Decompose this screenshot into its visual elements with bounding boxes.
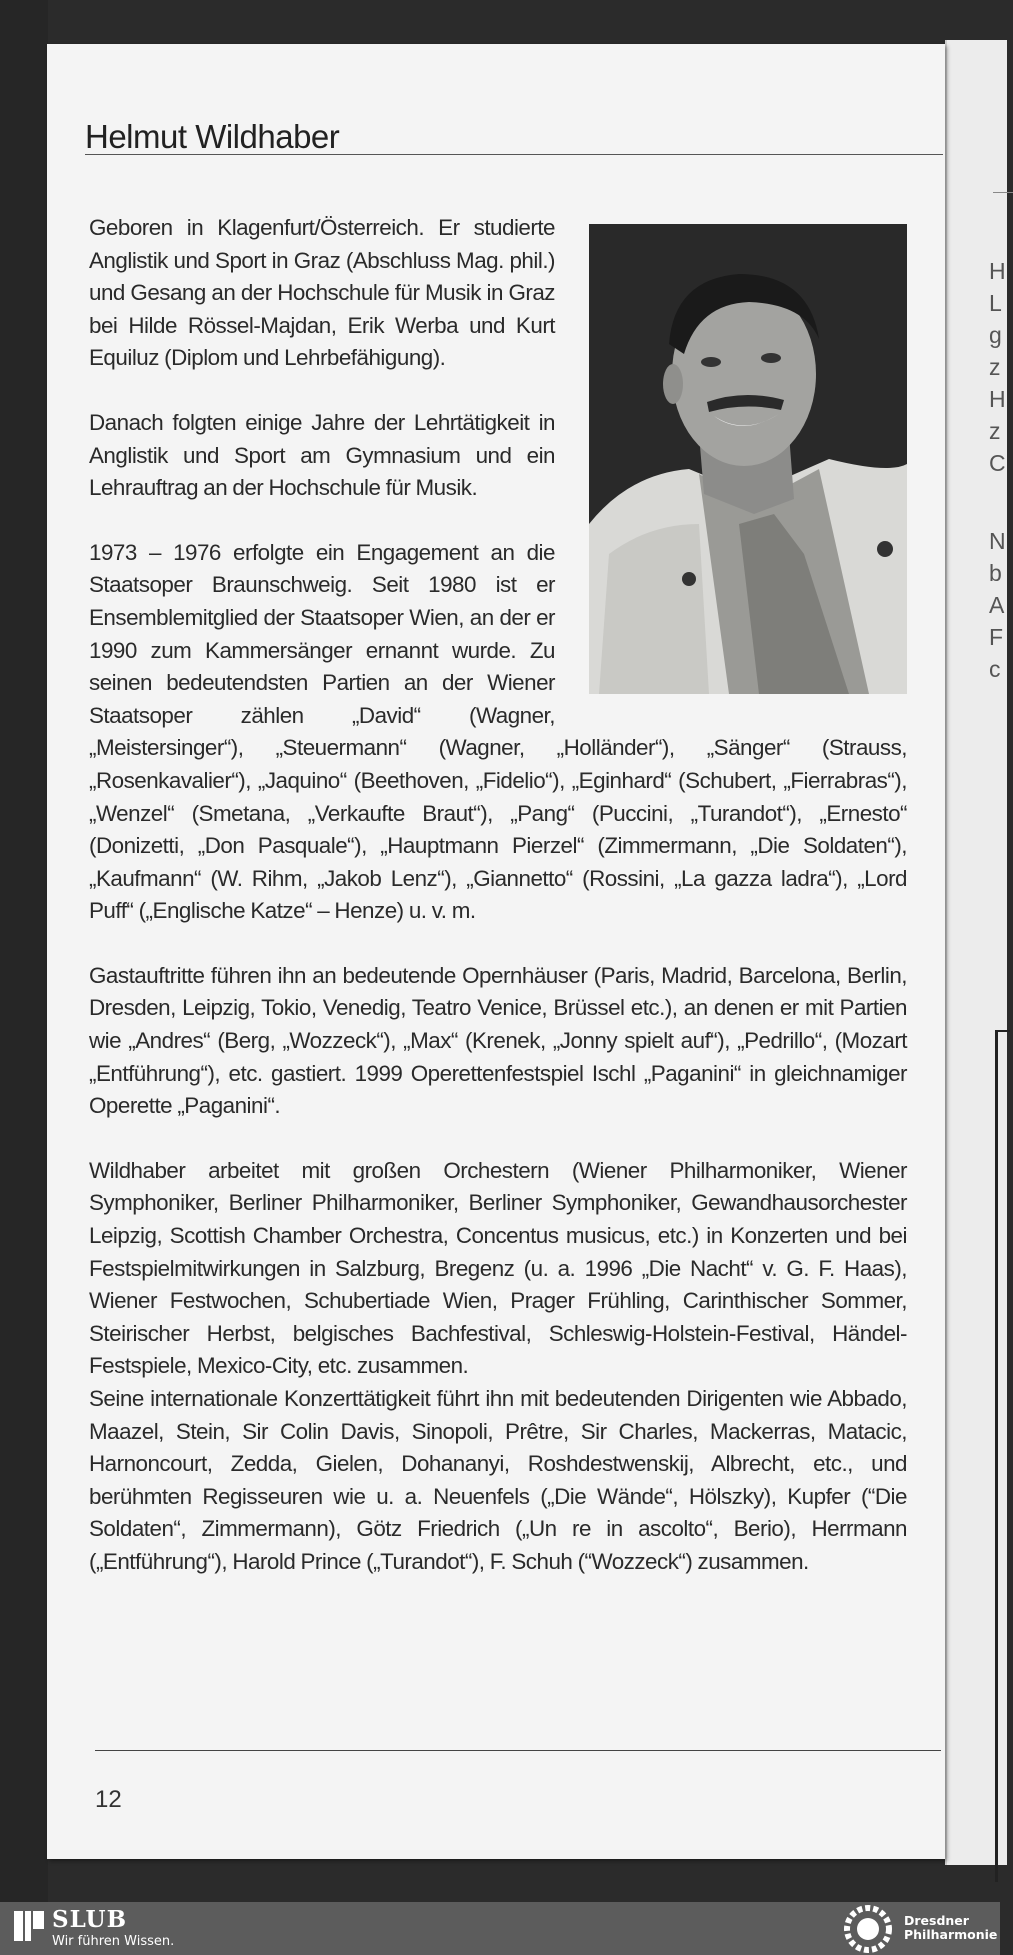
adjacent-page-letter: z [989, 354, 1001, 380]
adjacent-page-letter: H [989, 386, 1006, 412]
adjacent-page-letter: H [989, 258, 1006, 284]
paragraph: Danach folgten einige Jahre der Lehrtätigkeit in Anglistik und Sport am Gymnasium und ein Lehrauftrag an der Hochschule für Musik. [89, 409, 555, 501]
adjacent-page-letter: F [989, 624, 1004, 650]
adjacent-page-letter: N [989, 528, 1006, 554]
footer-divider [95, 1750, 941, 1751]
philharmonie-logo-text [904, 1914, 997, 1942]
adjacent-page-letter: g [989, 322, 1002, 348]
slub-logo-text: SLUB [52, 1906, 128, 1933]
title-divider [85, 154, 943, 155]
adjacent-page-letter: L [989, 290, 1002, 316]
paragraph: Seine internationale Konzerttätigkeit führt ihn mit bedeutenden Dirigenten wie Abbado, Maazel, Stein, Sir Colin Davis, Sinopoli, Prêtre, Sir Charles, Mackerras, Matacic, Harnoncourt, Zedda, Gielen, Dohananyi, Roshdestwenskij, Albrecht, etc., und berühmten Regisseuren wie u. a. Neuenfels („Die Wände“, Hölszky), Kupfer (“Die Soldaten“, Zimmermann), Götz Friedrich („Un re in ascolto“, Berio), Herrmann („Entführung“), Harold Prince („Turandot“), F. Schuh (“Wozzeck“) zusammen. [89, 1386, 907, 1574]
biography-text [89, 212, 907, 1579]
page-title: Helmut Wildhaber [85, 118, 340, 155]
adjacent-page-letter: A [989, 592, 1005, 618]
adjacent-page-letter: b [989, 560, 1002, 586]
adjacent-page-edge [945, 40, 1007, 1865]
adjacent-page-letter: c [989, 656, 1001, 682]
slub-logo-icon [14, 1911, 44, 1941]
page-number: 12 [95, 1786, 122, 1813]
adjacent-page-box [995, 1030, 1010, 1882]
philharmonie-line-2: Philharmonie [904, 1927, 998, 1942]
paragraph: Wildhaber arbeitet mit großen Orchestern (Wiener Philharmoniker, Wiener Symphoniker, Berliner Philharmoniker, Berliner Symphoniker, Gewandhausorchester Leipzig, Scottish Chamber Orchestra, Concentus musicus, etc.) in Konzerten und bei Festspielmitwirkungen in Salzburg, Bregenz (u. a. 1996 „Die Nacht“ v. G. F. Haas), Wiener Festwochen, Schubertiade Wien, Prager Frühling, Carinthischer Sommer, Steirischer Herbst, belgisches Bachfestival, Schleswig-Holstein-Festival, Händel-Festspiele, Mexico-City, etc. zusammen. [89, 1157, 907, 1379]
adjacent-page-letter: C [989, 450, 1006, 476]
viewer-footer-bar [0, 1902, 1000, 1955]
portrait-photo [589, 224, 907, 694]
philharmonie-line-1: Dresdner [904, 1913, 969, 1928]
adjacent-page-rule [993, 192, 1013, 193]
slub-tagline: Wir führen Wissen. [52, 1934, 175, 1949]
portrait-illustration [589, 224, 907, 694]
paragraph: Gastauftritte führen ihn an bedeutende Opernhäuser (Paris, Madrid, Barcelona, Berlin, Dresden, Leipzig, Tokio, Venedig, Teatro Venice, Brüssel etc.), an denen er mit Partien wie „Andres“ (Berg, „Wozzeck“), „Max“ (Krenek, „Jonny spielt auf“), „Pedrillo“, (Mozart „Entführung“), etc. gastiert. 1999 Operettenfestspiel Ischl „Paganini“ in gleichnamiger Operette „Paganini“. [89, 962, 907, 1119]
document-page [47, 44, 945, 1859]
paragraph: 1973 – 1976 erfolgte ein Engagement an die Staatsoper Braunschweig. Seit 1980 ist er Ensemblemitglied der Staatsoper Wien, an der er 1990 zum Kammersänger ernannt wurde. Zu seinen bedeutendsten Partien an der Wiener Staatsoper zählen „David“ (Wagner, „Meistersinger“), „Steuermann“ (Wagner, „Holländer“), „Sänger“ (Strauss, „Rosenkavalier“), „Jaquino“ (Beethoven, „Fidelio“), „Eginhard“ (Schubert, „Fierrabras“), „Wenzel“ (Smetana, „Verkaufte Braut“), „Pang“ (Puccini, „Turandot“), „Ernesto“ (Donizetti, „Don Pasquale“), „Hauptmann Pierzel“ (Zimmermann, „Die Soldaten“), „Kaufmann“ (W. Rihm, „Jakob Lenz“), „Giannetto“ (Rossini, „La gazza ladra“), „Lord Puff“ („Englische Katze“ – Henze) u. v. m. [89, 539, 907, 924]
scan-border [0, 0, 48, 1902]
philharmonie-logo-icon [842, 1905, 894, 1953]
paragraph: Geboren in Klagenfurt/Österreich. Er studierte Anglistik und Sport in Graz (Abschluss Mag. phil.) und Gesang an der Hochschule für Musik in Graz bei Hilde Rössel-Majdan, Erik Werba und Kurt Equiluz (Diplom und Lehrbefähigung). [89, 215, 555, 371]
adjacent-page-letter: z [989, 418, 1001, 444]
